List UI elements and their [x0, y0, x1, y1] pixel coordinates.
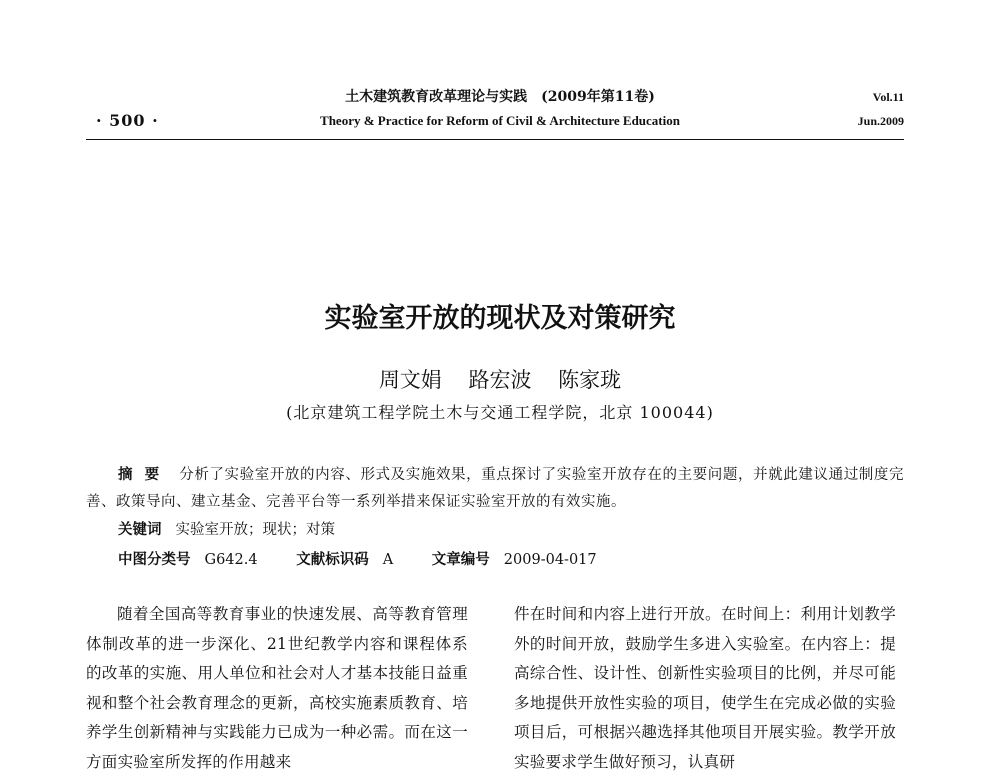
header-rule	[86, 139, 904, 140]
abstract-text: 分析了实验室开放的内容、形式及实施效果，重点探讨了实验室开放存在的主要问题，并就此建议通过制度完善、政策导向、建立基金、完善平台等一系列举措来保证实验室开放的有效实施。	[86, 467, 905, 510]
article-no-label: 文章编号	[431, 552, 490, 568]
page-number: · 500 ·	[96, 111, 159, 130]
article-authors: 周文娟 路宏波 陈家珑	[378, 368, 622, 392]
clc-value: G642.4	[204, 552, 258, 568]
keywords-text: 实验室开放；现状；对策	[175, 522, 335, 538]
body-left-column: 随着全国高等教育事业的快速发展、高等教育管理体制改革的进一步深化、21世纪教学内容和课程体系的改革的实施、用人单位和社会对人才基本技能日益重视和整个社会教育理念的更新，高校实施素质教育、培养学生创新精神与实践能力已成为一种必需。而在这一方面实验室所发挥的作用越来	[86, 605, 468, 771]
journal-volume: Vol.11	[872, 90, 904, 104]
classification-row	[118, 548, 631, 569]
article-title: 实验室开放的现状及对策研究	[324, 303, 676, 334]
doc-code-label: 文献标识码	[296, 552, 369, 568]
keywords	[118, 518, 335, 539]
article-affiliation: (北京建筑工程学院土木与交通工程学院，北京 100044)	[286, 403, 714, 422]
body-right-column: 件在时间和内容上进行开放。在时间上：利用计划教学外的时间开放，鼓励学生多进入实验室。在内容上：提高综合性、设计性、创新性实验项目的比例，并尽可能多地提供开放性实验的项目，使学生在完成必做的实验项目后，可根据兴趣选择其他项目开展实验。教学开放实验要求学生做好预习，认真研	[514, 605, 896, 771]
journal-date: Jun.2009	[857, 114, 904, 128]
clc-label: 中图分类号	[118, 552, 191, 568]
keywords-label: 关键词	[118, 522, 162, 538]
article-no-value: 2009-04-017	[503, 552, 597, 568]
abstract	[86, 462, 904, 516]
journal-title-en: Theory & Practice for Reform of Civil & Architecture Education	[320, 113, 680, 128]
abstract-label: 摘要	[118, 467, 172, 483]
journal-title-cn: 土木建筑教育改革理论与实践 (2009年第11卷)	[345, 89, 655, 105]
doc-code-value: A	[382, 552, 394, 568]
